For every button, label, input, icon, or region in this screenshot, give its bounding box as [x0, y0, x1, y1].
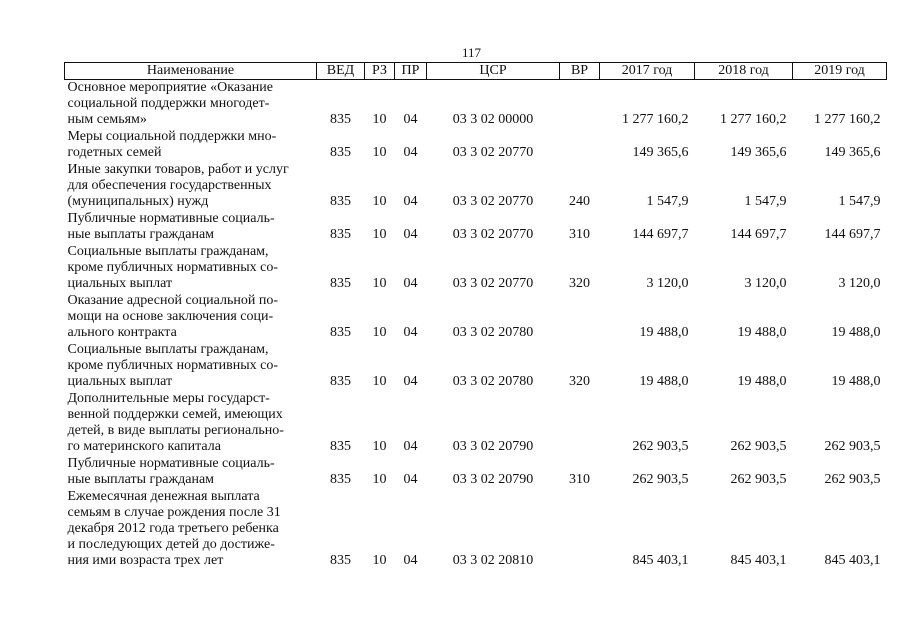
row-name-line: Ежемесячная денежная выплата	[67, 489, 260, 504]
cell-pr: 04	[403, 472, 418, 487]
cell-ved: 835	[330, 112, 351, 127]
table-row	[65, 293, 887, 342]
cell-rz: 10	[372, 325, 387, 340]
header-ved: ВЕД	[317, 63, 365, 80]
row-name	[65, 211, 317, 244]
table-row	[65, 489, 887, 570]
cell-rz: 10	[372, 112, 387, 127]
cell-ved: 835	[330, 472, 351, 487]
cell-pr: 04	[403, 112, 418, 127]
budget-table	[64, 62, 887, 570]
row-name-line: ные выплаты гражданам	[67, 227, 215, 242]
table-row	[65, 129, 887, 162]
cell-rz: 10	[372, 374, 387, 389]
row-name-line: мощи на основе заключения соци-	[67, 309, 274, 324]
cell-2018: 144 697,7	[730, 227, 787, 242]
header-pr: ПР	[395, 63, 427, 80]
header-csr: ЦСР	[427, 63, 560, 80]
cell-2018: 19 488,0	[737, 374, 787, 389]
cell-2019: 1 277 160,2	[814, 112, 881, 127]
row-name-line: Социальные выплаты гражданам,	[67, 342, 269, 357]
row-name-line: Иные закупки товаров, работ и услуг	[67, 162, 289, 177]
row-name-line: ные выплаты гражданам	[67, 472, 215, 487]
row-name-line: Оказание адресной социальной по-	[67, 293, 278, 308]
cell-pr: 04	[403, 227, 418, 242]
cell-rz: 10	[372, 472, 387, 487]
table-row	[65, 456, 887, 489]
row-name-line: венной поддержки семей, имеющих	[67, 407, 283, 422]
table-row	[65, 80, 887, 130]
cell-vr	[560, 129, 600, 162]
cell-csr: 03 3 02 20790	[452, 472, 534, 487]
cell-rz: 10	[372, 276, 387, 291]
cell-2019: 262 903,5	[824, 439, 881, 454]
cell-2018: 1 277 160,2	[720, 112, 787, 127]
cell-ved: 835	[330, 227, 351, 242]
row-name-line: Меры социальной поддержки мно-	[67, 129, 277, 144]
cell-2018: 3 120,0	[744, 276, 787, 291]
cell-2018: 262 903,5	[730, 439, 787, 454]
header-vr: ВР	[560, 63, 600, 80]
row-name-line: Социальные выплаты гражданам,	[67, 244, 269, 259]
row-name-line: Публичные нормативные социаль-	[67, 456, 275, 471]
row-name-line: циальных выплат	[67, 276, 173, 291]
header-name: Наименование	[65, 63, 317, 80]
cell-2018: 19 488,0	[737, 325, 787, 340]
cell-pr: 04	[403, 145, 418, 160]
table-row	[65, 391, 887, 456]
cell-csr: 03 3 02 20770	[452, 194, 534, 209]
cell-2019: 3 120,0	[838, 276, 881, 291]
row-name-line: циальных выплат	[67, 374, 173, 389]
row-name-line: го материнского капитала	[67, 439, 221, 454]
cell-2017: 845 403,1	[632, 553, 689, 568]
cell-csr: 03 3 02 20780	[452, 374, 534, 389]
cell-2018: 845 403,1	[730, 553, 787, 568]
table-header-row	[65, 63, 887, 80]
cell-rz: 10	[372, 553, 387, 568]
cell-rz: 10	[372, 439, 387, 454]
cell-vr: 320	[569, 276, 590, 291]
cell-csr: 03 3 02 20770	[452, 227, 534, 242]
row-name-line: Публичные нормативные социаль-	[67, 211, 275, 226]
cell-ved: 835	[330, 194, 351, 209]
row-name-line: для обеспечения государственных	[67, 178, 272, 193]
row-name-line: социальной поддержки многодет-	[67, 96, 270, 111]
cell-2017: 262 903,5	[632, 472, 689, 487]
row-name-line: кроме публичных нормативных со-	[67, 260, 278, 275]
row-name-line: кроме публичных нормативных со-	[67, 358, 278, 373]
cell-2018: 262 903,5	[730, 472, 787, 487]
cell-2017: 3 120,0	[646, 276, 689, 291]
row-name-line: ального контракта	[67, 325, 177, 340]
row-name-line: ным семьям»	[67, 112, 147, 127]
table-body	[65, 80, 887, 571]
header-2017: 2017 год	[600, 63, 695, 80]
cell-ved: 835	[330, 374, 351, 389]
cell-2017: 262 903,5	[632, 439, 689, 454]
table-row	[65, 342, 887, 391]
row-name-line: годетных семей	[67, 145, 162, 160]
row-name-line: Основное мероприятие «Оказание	[67, 80, 273, 95]
row-name-line: детей, в виде выплаты регионально-	[67, 423, 284, 438]
row-name	[65, 80, 317, 130]
header-rz: РЗ	[365, 63, 395, 80]
cell-2019: 19 488,0	[831, 325, 881, 340]
cell-vr	[560, 391, 600, 456]
cell-csr: 03 3 02 20770	[452, 145, 534, 160]
row-name	[65, 342, 317, 391]
row-name-line: и последующих детей до достиже-	[67, 537, 275, 552]
cell-vr: 320	[569, 374, 590, 389]
cell-2019: 262 903,5	[824, 472, 881, 487]
cell-rz: 10	[372, 194, 387, 209]
cell-pr: 04	[403, 194, 418, 209]
cell-2019: 19 488,0	[831, 374, 881, 389]
row-name-line: (муниципальных) нужд	[67, 194, 209, 209]
row-name	[65, 293, 317, 342]
cell-2017: 149 365,6	[632, 145, 689, 160]
cell-2019: 144 697,7	[824, 227, 881, 242]
cell-2019: 845 403,1	[824, 553, 881, 568]
cell-2018: 1 547,9	[744, 194, 787, 209]
cell-vr: 240	[569, 194, 590, 209]
row-name	[65, 129, 317, 162]
cell-vr: 310	[569, 227, 590, 242]
row-name-line: декабря 2012 года третьего ребенка	[67, 521, 279, 536]
cell-vr	[560, 293, 600, 342]
cell-pr: 04	[403, 276, 418, 291]
cell-rz: 10	[372, 145, 387, 160]
row-name	[65, 391, 317, 456]
cell-2017: 144 697,7	[632, 227, 689, 242]
table-row	[65, 162, 887, 211]
cell-csr: 03 3 02 00000	[452, 112, 534, 127]
cell-vr	[560, 80, 600, 130]
cell-2018: 149 365,6	[730, 145, 787, 160]
row-name	[65, 162, 317, 211]
page-number: 117	[462, 45, 482, 60]
cell-csr: 03 3 02 20770	[452, 276, 534, 291]
cell-vr	[560, 489, 600, 570]
cell-pr: 04	[403, 374, 418, 389]
cell-ved: 835	[330, 145, 351, 160]
cell-2017: 19 488,0	[639, 374, 689, 389]
row-name-line: семьям в случае рождения после 31	[67, 505, 281, 520]
cell-pr: 04	[403, 553, 418, 568]
cell-ved: 835	[330, 553, 351, 568]
cell-vr: 310	[569, 472, 590, 487]
cell-ved: 835	[330, 325, 351, 340]
cell-2017: 19 488,0	[639, 325, 689, 340]
cell-csr: 03 3 02 20780	[452, 325, 534, 340]
row-name-line: ния ими возраста трех лет	[67, 553, 224, 568]
cell-2017: 1 277 160,2	[622, 112, 689, 127]
cell-2019: 1 547,9	[838, 194, 881, 209]
cell-pr: 04	[403, 325, 418, 340]
cell-2019: 149 365,6	[824, 145, 881, 160]
cell-ved: 835	[330, 439, 351, 454]
cell-csr: 03 3 02 20790	[452, 439, 534, 454]
row-name	[65, 489, 317, 570]
cell-2017: 1 547,9	[646, 194, 689, 209]
cell-rz: 10	[372, 227, 387, 242]
row-name-line: Дополнительные меры государст-	[67, 391, 270, 406]
table-row	[65, 211, 887, 244]
table-row	[65, 244, 887, 293]
cell-ved: 835	[330, 276, 351, 291]
cell-csr: 03 3 02 20810	[452, 553, 534, 568]
header-2019: 2019 год	[793, 63, 887, 80]
row-name	[65, 456, 317, 489]
row-name	[65, 244, 317, 293]
cell-pr: 04	[403, 439, 418, 454]
header-2018: 2018 год	[695, 63, 793, 80]
